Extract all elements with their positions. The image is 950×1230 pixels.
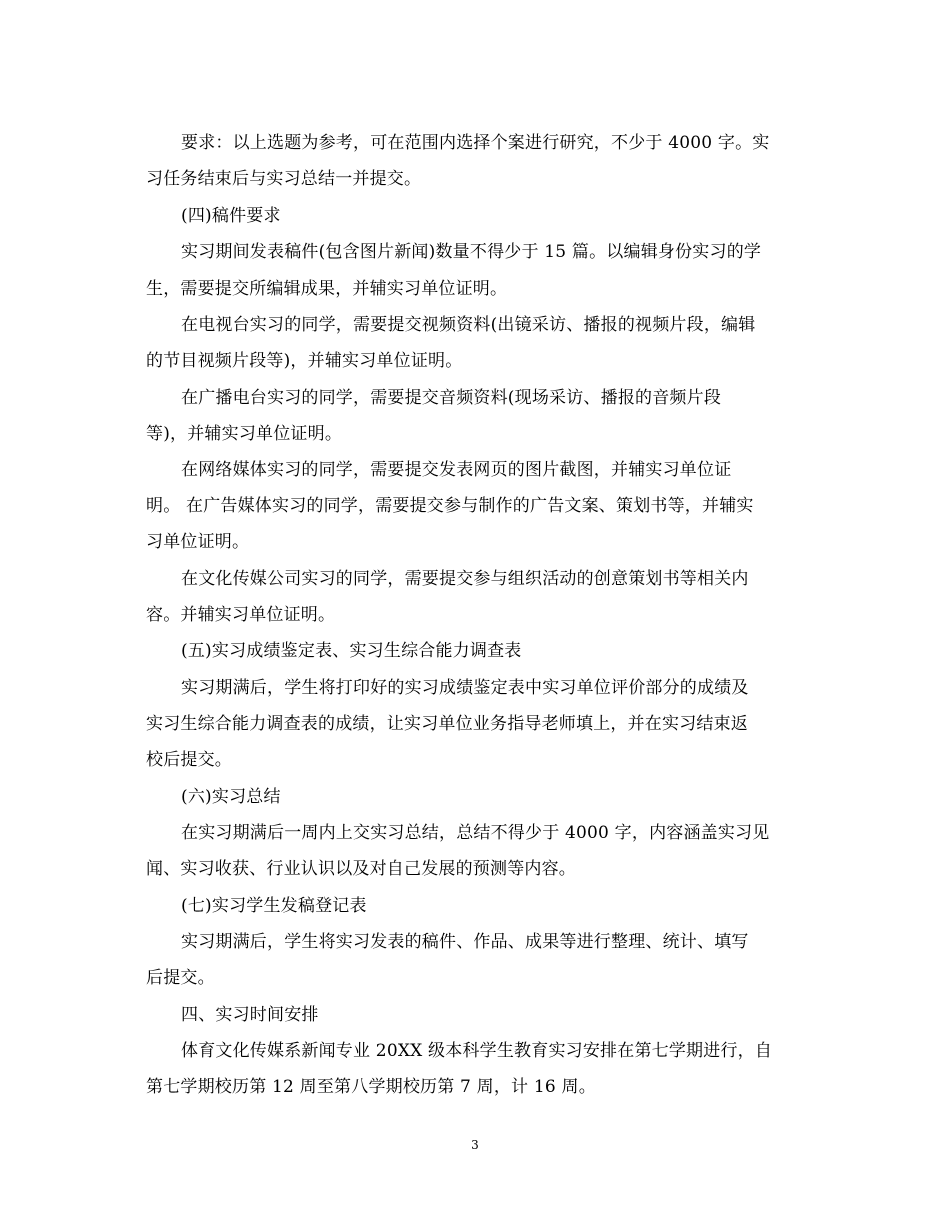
- text-line: 生，需要提交所编辑成果，并辅实习单位证明。: [146, 279, 508, 299]
- text-line: 实习期满后，学生将实习发表的稿件、作品、成果等进行整理、统计、填写: [181, 932, 749, 952]
- text-line: 在网络媒体实习的同学，需要提交发表网页的图片截图，并辅实习单位证: [181, 460, 732, 480]
- text-line: 等)，并辅实习单位证明。: [146, 424, 343, 444]
- text-line: 明。 在广告媒体实习的同学，需要提交参与制作的广告文案、策划书等，并辅实: [146, 496, 754, 516]
- section-heading: (四)稿件要求: [181, 206, 281, 226]
- text-line: 第七学期校历第 12 周至第八学期校历第 7 周，计 16 周。: [146, 1077, 596, 1097]
- text-line: 在广播电台实习的同学，需要提交音频资料(现场采访、播报的音频片段: [181, 388, 722, 408]
- text-line: 在文化传媒公司实习的同学，需要提交参与组织活动的创意策划书等相关内: [181, 569, 749, 589]
- text-line: 要求：以上选题为参考，可在范围内选择个案进行研究，不少于 4000 字。实: [181, 133, 770, 153]
- text-line: 在实习期满后一周内上交实习总结，总结不得少于 4000 字，内容涵盖实习见: [181, 823, 770, 843]
- section-heading: (七)实习学生发稿登记表: [181, 896, 367, 916]
- text-line: 习任务结束后与实习总结一并提交。: [146, 169, 422, 189]
- text-line: 实习期满后，学生将打印好的实习成绩鉴定表中实习单位评价部分的成绩及: [181, 678, 749, 698]
- text-line: 习单位证明。: [146, 532, 250, 552]
- text-line: 校后提交。: [146, 750, 232, 770]
- page-number: 3: [471, 1138, 479, 1152]
- section-heading: (六)实习总结: [181, 787, 281, 807]
- text-line: 闻、实习收获、行业认识以及对自己发展的预测等内容。: [146, 859, 576, 879]
- text-line: 实习期间发表稿件(包含图片新闻)数量不得少于 15 篇。以编辑身份实习的学: [181, 242, 762, 262]
- text-line: 体育文化传媒系新闻专业 20XX 级本科学生教育实习安排在第七学期进行，自: [181, 1041, 773, 1061]
- text-line: 后提交。: [146, 968, 215, 988]
- section-heading: (五)实习成绩鉴定表、实习生综合能力调查表: [181, 641, 522, 661]
- text-line: 容。并辅实习单位证明。: [146, 605, 336, 625]
- text-line: 实习生综合能力调查表的成绩，让实习单位业务指导老师填上，并在实习结束返: [146, 714, 748, 734]
- text-line: 的节目视频片段等)，并辅实习单位证明。: [146, 351, 463, 371]
- text-line: 在电视台实习的同学，需要提交视频资料(出镜采访、播报的视频片段，编辑: [181, 315, 756, 335]
- section-heading: 四、实习时间安排: [181, 1005, 319, 1025]
